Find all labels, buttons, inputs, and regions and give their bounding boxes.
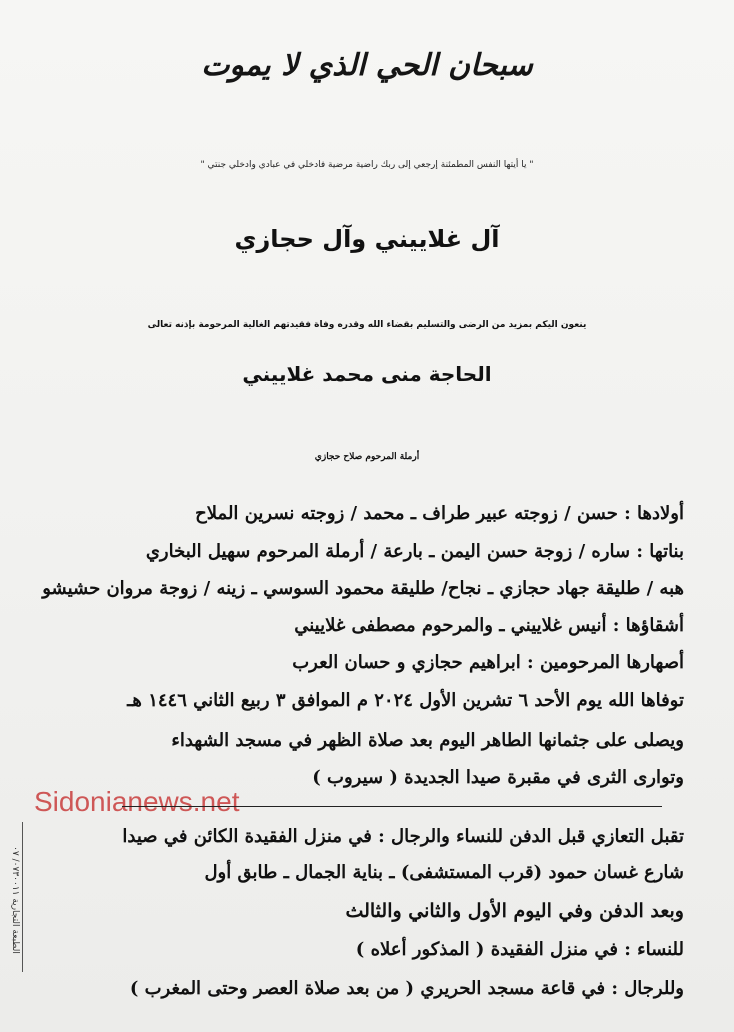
burial-line: وتوارى الثرى في مقبرة صيدا الجديدة ( سيروب )	[312, 767, 684, 788]
condolences-women-line: للنساء : في منزل الفقيدة ( المذكور أعلاه )	[355, 939, 684, 960]
condolences-men-line: وللرجال : في قاعة مسجد الحريري ( من بعد صلاة العصر وحتى المغرب )	[129, 978, 684, 999]
quran-verse: " يا أيتها النفس المطمئنة إرجعي إلى ربك راضية مرضية فادخلي في عبادي وادخلي جنتي "	[200, 160, 534, 170]
deceased-name: الحاجة منى محمد غلاييني	[242, 362, 492, 386]
widow-of-line: أرملة المرحوم صلاح حجازي	[314, 452, 420, 462]
printer-stamp: الطبعة التجارية ٠٧٣٠٠١١/ ٠٧	[10, 846, 20, 954]
website-watermark: Sidonianews.net	[34, 786, 240, 817]
calligraphy-heading: سبحان الحي الذي لا يموت	[201, 48, 533, 83]
sons-line: أولادها : حسن / زوجته عبير طراف ـ محمد / زوجته نسرين الملاح	[195, 503, 684, 524]
daughters-line-2: هبه / طليقة جهاد حجازي ـ نجاح/ طليقة محمود السوسي ـ زينه / زوجة مروان حشيشو	[42, 578, 684, 599]
condolences-line-1: تقبل التعازي قبل الدفن للنساء والرجال : في منزل الفقيدة الكائن في صيدا	[122, 826, 684, 847]
margin-rule	[22, 822, 23, 972]
siblings-line: أشقاؤها : أنيس غلاييني ـ والمرحوم مصطفى غلاييني	[294, 615, 684, 636]
in-laws-line: أصهارها المرحومين : ابراهيم حجازي و حسان العرب	[292, 652, 684, 673]
condolences-line-2: شارع غسان حمود (قرب المستشفى) ـ بناية الجمال ـ طابق أول	[204, 862, 684, 883]
funeral-prayer-line: ويصلى على جثمانها الطاهر اليوم بعد صلاة الظهر في مسجد الشهداء	[171, 730, 684, 751]
condolences-line-3: وبعد الدفن وفي اليوم الأول والثاني والثالث	[345, 900, 684, 922]
daughters-line-1: بناتها : ساره / زوجة حسن اليمن ـ بارعة / أرملة المرحوم سهيل البخاري	[145, 541, 684, 562]
announcement-text: ينعون اليكم بمزيد من الرضى والتسليم بقضاء الله وقدره وفاة فقيدتهم الغالية المرحومة بإذنه تعالى	[147, 320, 587, 330]
death-date-line: توفاها الله يوم الأحد ٦ تشرين الأول ٢٠٢٤ م الموافق ٣ ربيع الثاني ١٤٤٦ هـ	[127, 690, 684, 711]
section-divider	[122, 806, 662, 807]
families-title: آل غلاييني وآل حجازي	[234, 225, 500, 253]
